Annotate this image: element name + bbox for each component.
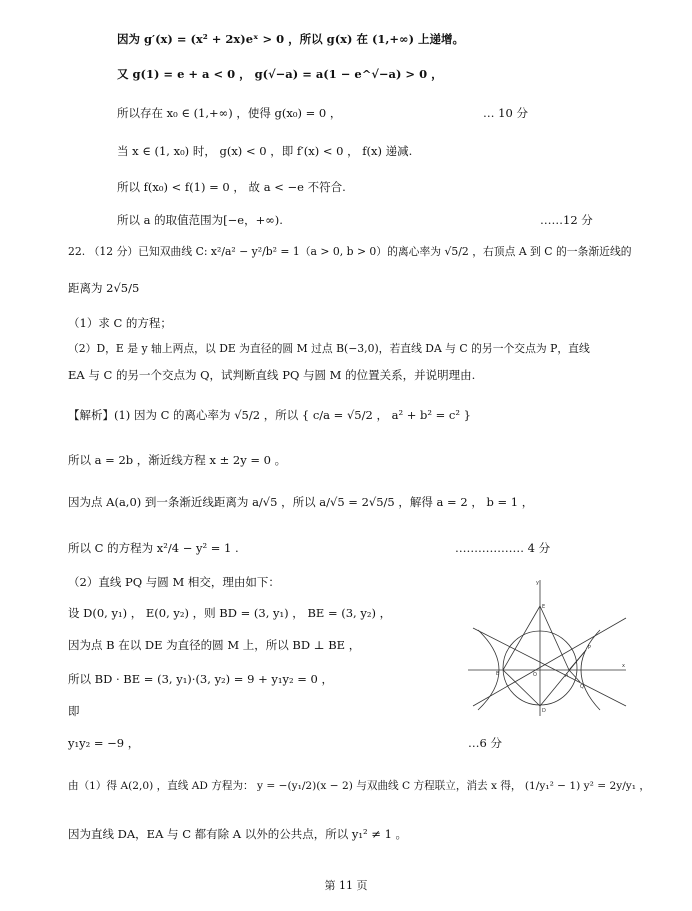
line-2: 又 g(1) = e + a < 0 ， g(√−a) = a(1 − e^√−a) > 0 ， [117,67,443,81]
label-x-axis: x [622,663,625,669]
line-6: 所以 a 的取值范围为[−e，+∞). [117,213,283,227]
line-5: 所以 f(x₀) < f(1) = 0 ， 故 a < −e 不符合. [117,180,346,194]
hyperbola-figure [468,578,628,718]
question-22-cont: 距离为 2√5/5 [68,281,140,295]
solution-8: 所以 BD · BE = (3, y₁)·(3, y₂) = 9 + y₁y₂ = 0 ， [68,672,333,686]
line-be [503,606,540,670]
solution-2: 所以 a = 2b ，渐近线方程 x ± 2y = 0 。 [68,453,287,467]
score-6: …6 分 [468,736,502,750]
line-3: 所以存在 x₀ ∈ (1,+∞) ，使得 g(x₀) = 0 ， [117,106,342,120]
label-d: D [542,708,546,714]
solution-9: 即 [68,704,80,718]
solution-3: 因为点 A(a,0) 到一条渐近线距离为 a/√5 ，所以 a/√5 = 2√5/5 ，解得 a = 2 ， b = 1 ， [68,495,534,509]
page-footer: 第 11 页 [324,879,368,892]
line-ea [540,606,569,670]
line-aq [569,670,580,682]
solution-1: 【解析】(1) 因为 C 的离心率为 √5/2 ，所以 { c/a = √5/2 ， a² + b² = c² } [68,408,471,422]
label-a: A [565,673,569,679]
asymptote-2 [473,618,626,706]
solution-4: 所以 C 的方程为 x²/4 − y² = 1 . [68,541,239,555]
line-pq [569,650,586,670]
part-2: （2）D，E 是 y 轴上两点，以 DE 为直径的圆 M 过点 B(−3,0)，若直线 DA 与 C 的另一个交点为 P，直线 [68,342,590,355]
label-o: O [533,672,537,678]
part-2-cont: EA 与 C 的另一个交点为 Q，试判断直线 PQ 与圆 M 的位置关系，并说明理由. [68,368,476,382]
line-4: 当 x ∈ (1, x₀) 时， g(x) < 0 ，即 f′(x) < 0 ， f(x) 递减. [117,144,413,158]
score-10: … 10 分 [483,106,528,120]
label-b: B [496,671,500,677]
part-1: （1）求 C 的方程； [68,316,172,330]
label-e: E [542,604,546,610]
solution-7: 因为点 B 在以 DE 为直径的圆 M 上，所以 BD ⊥ BE ， [68,638,361,652]
line-1: 因为 g′(x) = (x² + 2x)eˣ > 0 ，所以 g(x) 在 (1,+∞) 上递增。 [117,32,465,46]
question-22: 22. （12 分）已知双曲线 C: x²/a² − y²/b² = 1（a > 0, b > 0）的离心率为 √5/2 ，右顶点 A 到 C 的一条渐近线的 [68,245,632,258]
solution-5: （2）直线 PQ 与圆 M 相交，理由如下： [68,575,280,589]
score-4: ……………… 4 分 [455,541,551,555]
label-p: P [588,645,592,651]
solution-11: 由（1）得 A(2,0) ，直线 AD 方程为： y = −(y₁/2)(x − 2) 与双曲线 C 方程联立，消去 x 得， (1/y₁² − 1) y² = 2y/y₁ ， [68,780,650,792]
solution-6: 设 D(0, y₁) ， E(0, y₂) ，则 BD = (3, y₁) ， BE = (3, y₂) ， [68,606,392,620]
label-q: Q [580,684,584,690]
score-12: ……12 分 [540,213,593,227]
solution-10: y₁y₂ = −9 ， [68,736,140,750]
label-y-axis: y [536,580,539,586]
solution-12: 因为直线 DA，EA 与 C 都有除 A 以外的公共点，所以 y₁² ≠ 1 。 [68,827,408,841]
